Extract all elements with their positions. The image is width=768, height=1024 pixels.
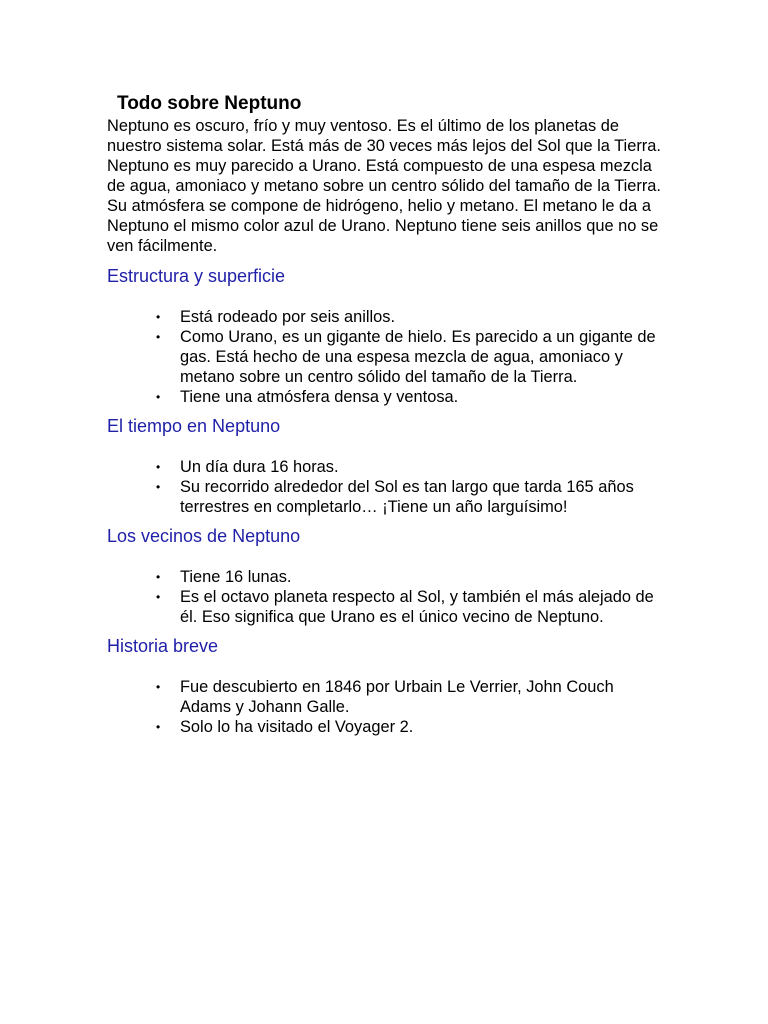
bullet-icon: • <box>156 720 161 734</box>
bullet-list <box>107 307 667 407</box>
list-item-text: Tiene una atmósfera densa y ventosa. <box>180 388 459 406</box>
bullet-icon: • <box>156 590 161 604</box>
bullet-list <box>107 457 667 517</box>
bullet-icon: • <box>156 570 161 584</box>
bullet-icon: • <box>156 460 161 474</box>
list-item-text: Solo lo ha visitado el Voyager 2. <box>180 718 414 736</box>
list-item <box>156 307 667 327</box>
document-page <box>107 92 667 737</box>
section-structure <box>107 265 667 407</box>
list-item <box>156 717 667 737</box>
section-heading: Estructura y superficie <box>107 266 286 286</box>
section-neighbors <box>107 525 667 627</box>
section-weather <box>107 415 667 517</box>
section-heading: Historia breve <box>107 636 219 656</box>
list-item-text: Está rodeado por seis anillos. <box>180 308 396 326</box>
list-item-text: Fue descubierto en 1846 por Urbain Le Verrier, John Couch Adams y Johann Galle. <box>180 678 614 716</box>
list-item-text: Tiene 16 lunas. <box>180 568 292 586</box>
bullet-icon: • <box>156 390 161 404</box>
bullet-icon: • <box>156 330 161 344</box>
section-heading: El tiempo en Neptuno <box>107 416 281 436</box>
list-item-text: Como Urano, es un gigante de hielo. Es parecido a un gigante de gas. Está hecho de una espesa mezcla de agua, amoniaco y metano sobre un centro sólido del tamaño de la Tierra. <box>180 328 656 386</box>
list-item <box>156 677 667 717</box>
bullet-list <box>107 567 667 627</box>
list-item <box>156 567 667 587</box>
list-item-text: Es el octavo planeta respecto al Sol, y también el más alejado de él. Eso significa que Urano es el único vecino de Neptuno. <box>180 588 654 626</box>
section-heading: Los vecinos de Neptuno <box>107 526 301 546</box>
list-item <box>156 587 667 627</box>
list-item <box>156 457 667 477</box>
list-item-text: Un día dura 16 horas. <box>180 458 339 476</box>
list-item-text: Su recorrido alrededor del Sol es tan largo que tarda 165 años terrestres en completarlo… ¡Tiene un año larguísimo! <box>180 478 634 516</box>
bullet-icon: • <box>156 310 161 324</box>
bullet-icon: • <box>156 480 161 494</box>
document-title: Todo sobre Neptuno <box>117 93 302 114</box>
section-history <box>107 635 667 737</box>
bullet-list <box>107 677 667 737</box>
intro-paragraph: Neptuno es oscuro, frío y muy ventoso. Es el último de los planetas de nuestro sistema solar. Está más de 30 veces más lejos del Sol que la Tierra. Neptuno es muy parecido a Urano. Está compuesto de una espesa mezcla de agua, amoniaco y metano sobre un centro sólido del tamaño de la Tierra. Su atmósfera se compone de hidrógeno, helio y metano. El metano le da a Neptuno el mismo color azul de Urano. Neptuno tiene seis anillos que no se ven fácilmente. <box>107 117 661 255</box>
list-item <box>156 327 667 387</box>
list-item <box>156 387 667 407</box>
list-item <box>156 477 667 517</box>
bullet-icon: • <box>156 680 161 694</box>
